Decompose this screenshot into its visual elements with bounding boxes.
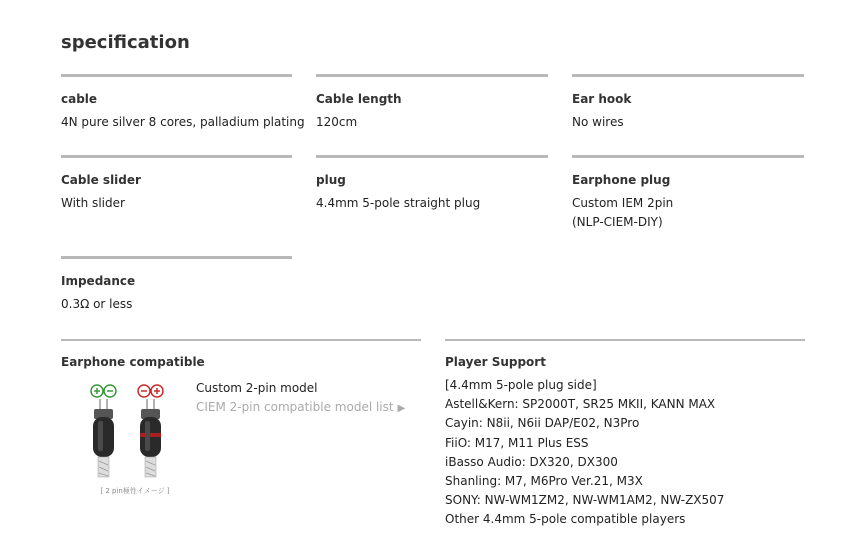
two-pin-plug-image [85,381,185,501]
list-item: FiiO: M17, M11 Plus ESS [445,435,589,450]
left-connector-icon [91,385,116,477]
spec-value-line: 4.4mm 5-pole straight plug [316,196,481,210]
page-title: specification [61,32,190,53]
spec-value-line: 4N pure silver 8 cores, palladium plating [61,115,305,129]
spec-earphone-plug [572,155,804,232]
spec-cable [61,74,305,132]
spec-label: Cable length [316,92,402,106]
spec-value-line: 120cm [316,115,358,129]
spec-label: Ear hook [572,92,632,106]
player-support-list [445,376,805,530]
image-caption: [ 2 pin極性イメージ ] [100,487,170,495]
spec-cable-length [316,74,548,132]
spec-label: Cable slider [61,173,141,187]
spec-cable-slider [61,155,292,213]
player-support-section [445,339,805,539]
plug-illustration [85,381,185,501]
spec-impedance [61,256,292,314]
spec-value [316,113,548,132]
list-item: [4.4mm 5-pole plug side] [445,378,597,392]
spec-label: plug [316,173,346,187]
spec-value [61,295,292,314]
player-support-label: Player Support [445,355,546,369]
spec-value-line: (NLP-CIEM-DIY) [572,215,663,229]
compatible-label: Earphone compatible [61,355,205,369]
spec-value-line: Custom IEM 2pin [572,196,674,210]
list-item: iBasso Audio: DX320, DX300 [445,454,618,469]
spec-value [316,194,548,213]
spec-value-line: With slider [61,196,125,210]
spec-plug [316,155,548,213]
list-item: Other 4.4mm 5-pole compatible players [445,512,686,527]
list-item: SONY: NW-WM1ZM2, NW-WM1AM2, NW-ZX507 [445,493,725,508]
list-item: Astell&Kern: SP2000T, SR25 MKII, KANN MAX [445,397,716,412]
spec-ear-hook [572,74,804,132]
list-item: Cayin: N8ii, N6ii DAP/E02, N3Pro [445,416,640,431]
spec-value [61,113,305,132]
link-text[interactable]: CIEM 2-pin compatible model list [196,400,394,414]
earphone-compatible-section [61,339,421,519]
spec-value [61,194,292,213]
right-connector-icon [138,385,163,477]
spec-value [572,194,804,232]
compatible-text [196,379,405,418]
spec-value [572,113,804,132]
spec-label: Earphone plug [572,173,671,187]
spec-label: Impedance [61,274,136,288]
list-item: Shanling: M7, M6Pro Ver.21, M3X [445,474,643,489]
spec-label: cable [61,92,98,106]
compatible-model: Custom 2-pin model [196,381,318,395]
spec-value-line: 0.3Ω or less [61,297,133,311]
compatible-model-list-link[interactable] [196,398,405,418]
play-arrow-icon[interactable]: ▶ [397,403,406,414]
spec-value-line: No wires [572,115,624,129]
